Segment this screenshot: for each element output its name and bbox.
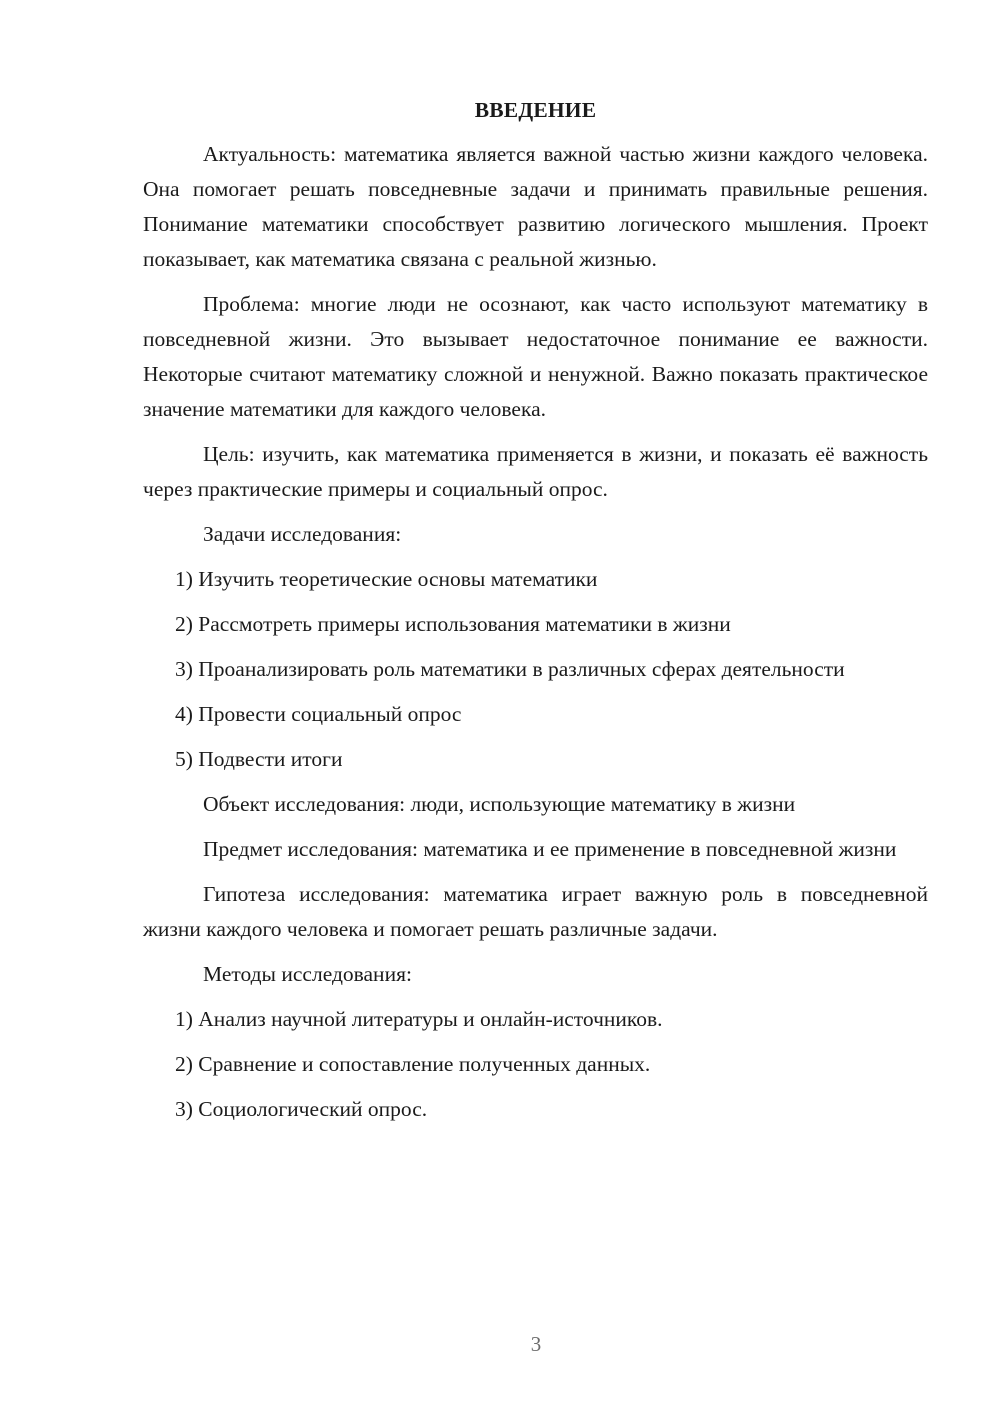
method-item-1: 1) Анализ научной литературы и онлайн-источников. bbox=[175, 1007, 663, 1031]
tasks-heading: Задачи исследования: bbox=[203, 522, 402, 546]
method-item-3: 3) Социологический опрос. bbox=[175, 1097, 428, 1121]
research-subject-paragraph: Предмет исследования: математика и ее применение в повседневной жизни bbox=[203, 837, 897, 861]
research-object-paragraph: Объект исследования: люди, использующие математику в жизни bbox=[203, 792, 796, 816]
goal-paragraph: Цель: изучить, как математика применяется в жизни, и показать её важность через практические примеры и социальный опрос. bbox=[143, 442, 928, 501]
method-item-2: 2) Сравнение и сопоставление полученных данных. bbox=[175, 1052, 651, 1076]
page-content bbox=[143, 95, 928, 1137]
task-item-5: 5) Подвести итоги bbox=[175, 747, 343, 771]
task-item-1: 1) Изучить теоретические основы математики bbox=[175, 567, 598, 591]
hypothesis-paragraph: Гипотеза исследования: математика играет важную роль в повседневной жизни каждого человека и помогает решать различные задачи. bbox=[143, 882, 928, 941]
page-number: 3 bbox=[530, 1332, 542, 1356]
page-title: ВВЕДЕНИЕ bbox=[474, 98, 597, 122]
methods-heading: Методы исследования: bbox=[203, 962, 412, 986]
task-item-4: 4) Провести социальный опрос bbox=[175, 702, 462, 726]
task-item-3: 3) Проанализировать роль математики в различных сферах деятельности bbox=[175, 657, 845, 681]
relevance-paragraph: Актуальность: математика является важной частью жизни каждого человека. Она помогает решать повседневные задачи и принимать правильные решения. Понимание математики способствует развитию логического мышления. Проект показывает, как математика связана с реальной жизнью. bbox=[143, 142, 928, 271]
task-item-2: 2) Рассмотреть примеры использования математики в жизни bbox=[175, 612, 731, 636]
problem-paragraph: Проблема: многие люди не осознают, как часто используют математику в повседневной жизни. Это вызывает недостаточное понимание ее важности. Некоторые считают математику сложной и ненужной. Важно показать практическое значение математики для каждого человека. bbox=[143, 292, 928, 421]
